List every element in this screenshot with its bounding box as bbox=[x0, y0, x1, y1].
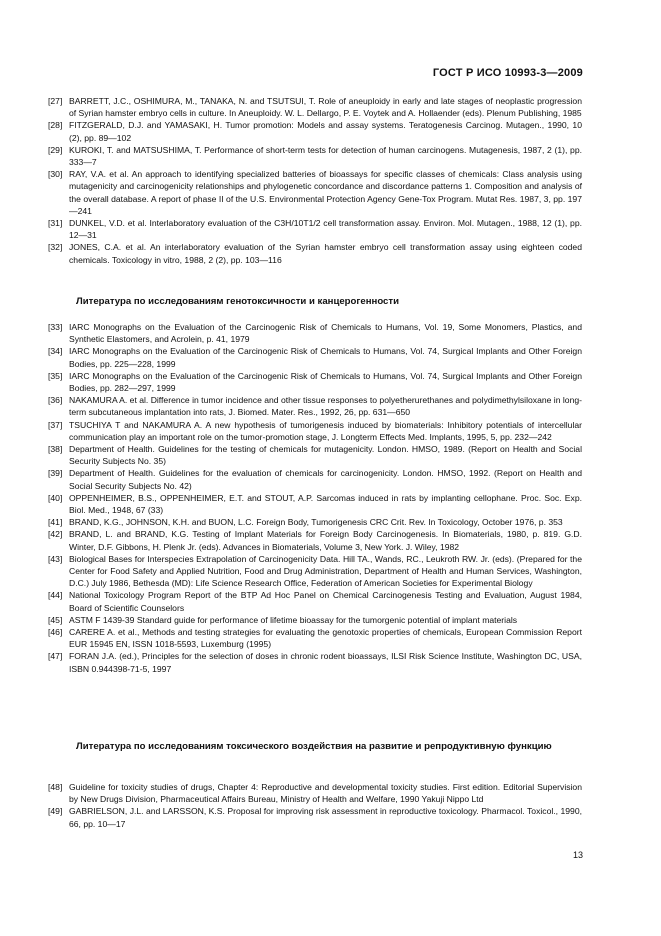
reference-number: [35] bbox=[48, 370, 63, 381]
reference-number: [41] bbox=[48, 517, 63, 528]
reference-text: National Toxicology Program Report of the BTP Ad Hoc Panel on Chemical Carcinogenesis Testing and Evaluation, August 1984, Board of Scientific Counselors bbox=[69, 590, 582, 613]
reference-item bbox=[48, 443, 582, 467]
reference-number: [28] bbox=[48, 120, 63, 131]
reference-number: [33] bbox=[48, 322, 63, 332]
reference-item bbox=[48, 394, 582, 418]
reference-item bbox=[48, 95, 582, 119]
reference-item bbox=[48, 589, 582, 613]
reference-item bbox=[48, 345, 582, 369]
section-heading-genotoxicity: Литература по исследованиям генотоксичности и канцерогенности bbox=[76, 296, 399, 307]
reference-list-3 bbox=[48, 781, 582, 830]
reference-number: [48] bbox=[48, 782, 63, 792]
reference-item bbox=[48, 805, 582, 829]
reference-item bbox=[48, 370, 582, 394]
reference-text: BARRETT, J.C., OSHIMURA, M., TANAKA, N. and TSUTSUI, T. Role of aneuploidy in early and late stages of neoplastic progression of Syrian hamster embryo cells in culture. In Aneuploidy. W. L. Dellargo, P. E. Voytek and A. Hollaender (eds). Plenum Publishing, 1985 bbox=[69, 96, 582, 119]
reference-text: NAKAMURA A. et al. Difference in tumor incidence and other tissue responses to polyetherurethanes and polydimethylsiloxane in long-term subcutaneous implantation into rats, J. Biomed. Mater. Res., 1992, 26, pp. 631—650 bbox=[69, 395, 582, 418]
reference-list-2 bbox=[48, 321, 582, 675]
reference-item bbox=[48, 467, 582, 491]
reference-number: [36] bbox=[48, 395, 63, 406]
reference-item bbox=[48, 321, 582, 345]
reference-item bbox=[48, 626, 582, 650]
reference-item bbox=[48, 614, 582, 626]
document-id-header: ГОСТ Р ИСО 10993-3—2009 bbox=[432, 67, 583, 79]
reference-number: [49] bbox=[48, 806, 63, 817]
reference-number: [42] bbox=[48, 529, 63, 540]
reference-number: [38] bbox=[48, 444, 63, 455]
reference-number: [39] bbox=[48, 468, 63, 479]
reference-number: [31] bbox=[48, 218, 63, 229]
reference-item bbox=[48, 516, 582, 528]
reference-text: IARC Monographs on the Evaluation of the Carcinogenic Risk of Chemicals to Humans, Vol. 74, Surgical Implants and Other Foreign Bodies, pp. 282—297, 1999 bbox=[69, 370, 582, 394]
reference-number: [27] bbox=[48, 96, 63, 106]
reference-text: KUROKI, T. and MATSUSHIMA, T. Performance of short-term tests for detection of human carcinogens. Mutagenesis, 1987, 2 (1), pp. 333—7 bbox=[69, 144, 582, 168]
reference-number: [47] bbox=[48, 651, 63, 662]
reference-text: GABRIELSON, J.L. and LARSSON, K.S. Proposal for improving risk assessment in reproductive toxicology. Pharmacol. Toxicol., 1990, 66, pp. 10—17 bbox=[69, 806, 582, 829]
reference-number: [30] bbox=[48, 169, 63, 180]
reference-item bbox=[48, 419, 582, 443]
reference-text: Department of Health. Guidelines for the evaluation of chemicals for carcinogenicity. London. HMSO, 1992. (Report on Health and Social Security Subjects No. 42) bbox=[69, 468, 582, 491]
reference-text: ASTM F 1439-39 Standard guide for performance of lifetime bioassay for the tumorgenic potential of implant materials bbox=[69, 614, 518, 625]
reference-text: CARERE A. et al., Methods and testing strategies for evaluating the genotoxic properties of chemicals, European Commission Report EUR 15945 EN, ISSN 1018-5593, Luxemburg (1995) bbox=[69, 627, 582, 650]
reference-number: [40] bbox=[48, 492, 63, 503]
reference-text: Guideline for toxicity studies of drugs, Chapter 4: Reproductive and developmental toxicity studies. First edition. Editorial Supervision by New Drugs Division, Pharmaceutical Affairs Bureau, Ministry of Health and Welfare, 1990 Yakuji Nippo Ltd bbox=[69, 782, 582, 805]
reference-text: IARC Monographs on the Evaluation of the Carcinogenic Risk of Chemicals to Humans, Vol. 74, Surgical Implants and Other Foreign Bodies, pp. 225—228, 1999 bbox=[69, 346, 582, 369]
page-number: 13 bbox=[572, 850, 583, 860]
reference-item bbox=[48, 217, 582, 241]
reference-item bbox=[48, 781, 582, 805]
reference-number: [46] bbox=[48, 627, 63, 638]
reference-item bbox=[48, 553, 582, 590]
reference-item bbox=[48, 144, 582, 168]
reference-item bbox=[48, 492, 582, 516]
reference-text: FITZGERALD, D.J. and YAMASAKI, H. Tumor promotion: Models and assay systems. Teratogenesis Carcinog. Mutagen., 1990, 10 (2), pp. 89—102 bbox=[69, 120, 582, 143]
reference-number: [44] bbox=[48, 590, 63, 601]
reference-text: IARC Monographs on the Evaluation of the Carcinogenic Risk of Chemicals to Humans, Vol. 19, Some Monomers, Plastics, and Synthetic Elastomers, and Acrolein, p. 41, 1979 bbox=[69, 322, 582, 345]
reference-text: Biological Bases for Interspecies Extrapolation of Carcinogenicity Data. Hill TA., Wands, RC., Leukroth RW. Jr. (eds). (Prepared for the Center for Food Safety and Applied Nutrition, Food and Drug Administration, Department of Health and Human Services, Washington, D.C.) July 1986, Bethesda (MD): Life Science Research Office, Federation of American Societies for Experimental Biology bbox=[69, 553, 582, 589]
reference-text: DUNKEL, V.D. et al. Interlaboratory evaluation of the C3H/10T1/2 cell transformation assay. Environ. Mol. Mutagen., 1988, 12 (1), pp. 12—31 bbox=[69, 218, 582, 241]
reference-item bbox=[48, 168, 582, 217]
reference-number: [34] bbox=[48, 346, 63, 357]
reference-text: BRAND, L. and BRAND, K.G. Testing of Implant Materials for Foreign Body Carcinogenesis. In Biomaterials, 1980, p. 819. G.D. Winter, D.F. Gibbons, H. Plenk Jr. (eds). Advances in Biomaterials, Volume 3, New York. J. Wiley, 1982 bbox=[69, 529, 582, 552]
section-heading-reproductive: Литература по исследованиям токсического воздействия на развитие и репродуктивную функцию bbox=[76, 741, 552, 752]
reference-item bbox=[48, 241, 582, 265]
reference-text: Department of Health. Guidelines for the testing of chemicals for mutagenicity. London. HMSO, 1989. (Report on Health and Social Security Subjects No. 35) bbox=[69, 444, 582, 467]
reference-number: [29] bbox=[48, 144, 63, 155]
reference-item bbox=[48, 119, 582, 143]
reference-number: [32] bbox=[48, 242, 63, 253]
reference-text: JONES, C.A. et al. An interlaboratory evaluation of the Syrian hamster embryo cell transformation assay using eighteen coded chemicals. Toxicology in vitro, 1988, 2 (2), pp. 103—116 bbox=[69, 242, 582, 265]
reference-text: BRAND, K.G., JOHNSON, K.H. and BUON, L.C. Foreign Body, Tumorigenesis CRC Crit. Rev. In Toxicology, October 1976, p. 353 bbox=[69, 517, 563, 528]
reference-text: RAY, V.A. et al. An approach to identifying specialized batteries of bioassays for specific classes of chemicals: Class analysis using mutagenicity and carcinogenicity relationships and phylogenetic concordance and discordance patterns 1. Composition and analysis of the overall database. A report of phase II of the U.S. Environmental Protection Agency Gene-Tox Program. Mutat Res. 1987, 3, pp. 197—241 bbox=[69, 169, 582, 216]
reference-number: [37] bbox=[48, 419, 63, 430]
reference-list-1 bbox=[48, 95, 582, 266]
reference-text: OPPENHEIMER, B.S., OPPENHEIMER, E.T. and STOUT, A.P. Sarcomas induced in rats by implanting cellophane. Proc. Soc. Exp. Biol. Med., 1948, 67 (33) bbox=[69, 492, 582, 516]
reference-number: [45] bbox=[48, 614, 63, 625]
reference-item bbox=[48, 528, 582, 552]
reference-number: [43] bbox=[48, 553, 63, 564]
reference-text: FORAN J.A. (ed.), Principles for the selection of doses in chronic rodent bioassays, ILSI Risk Science Institute, Washington DC, USA, ISBN 0.944398-71-5, 1997 bbox=[69, 651, 582, 674]
reference-text: TSUCHIYA T and NAKAMURA A. A new hypothesis of tumorigenesis induced by biomaterials: Inhibitory potentials of intercellular communication play an important role on the tumor-promotion stage, J. Longterm Effects Med. Implants, 1995, 5, pp. 232—242 bbox=[69, 419, 582, 442]
reference-item bbox=[48, 650, 582, 674]
